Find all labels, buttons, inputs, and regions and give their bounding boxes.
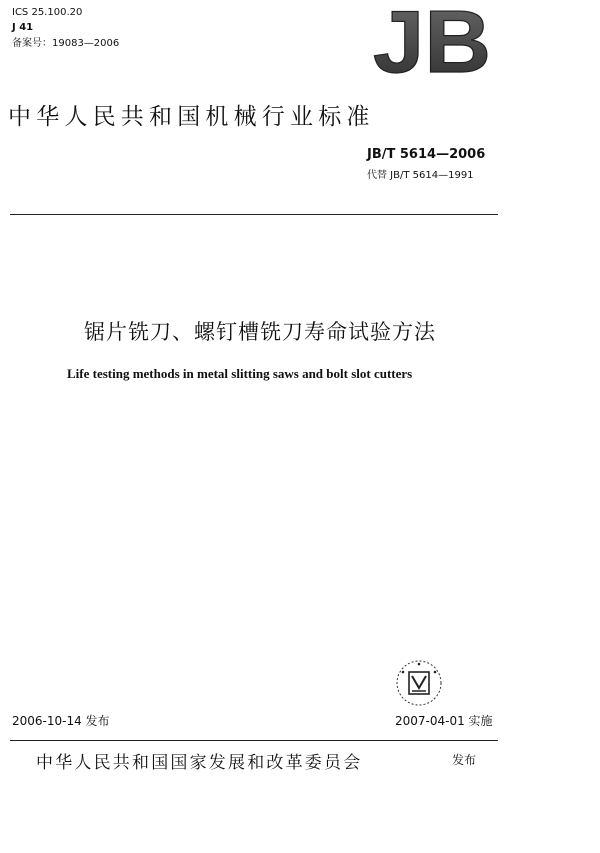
issuing-authority: 中华人民共和国国家发展和改革委员会 <box>36 753 363 773</box>
classification-code: J 41 <box>12 22 34 33</box>
record-number: 备案号：19083—2006 <box>12 38 120 49</box>
bottom-divider <box>10 740 498 741</box>
ics-code: ICS 25.100.20 <box>12 7 83 18</box>
logo-text: JB <box>373 0 491 80</box>
jb-logo <box>366 0 498 80</box>
publish-label: 发布 <box>452 753 477 767</box>
replaces-standard: 代替 JB/T 5614—1991 <box>367 170 474 181</box>
national-emblem-seal-icon <box>394 658 444 708</box>
top-divider <box>10 214 498 215</box>
english-title: Life testing methods in metal slitting saws and bolt slot cutters <box>67 366 413 381</box>
chinese-title: 锯片铣刀、螺钉槽铣刀寿命试验方法 <box>84 320 436 344</box>
standard-number: JB/T 5614—2006 <box>367 147 486 162</box>
issue-date: 2006-10-14 发布 <box>12 714 110 728</box>
organization-title: 中华人民共和国机械行业标准 <box>8 104 375 130</box>
implementation-date: 2007-04-01 实施 <box>395 714 493 728</box>
